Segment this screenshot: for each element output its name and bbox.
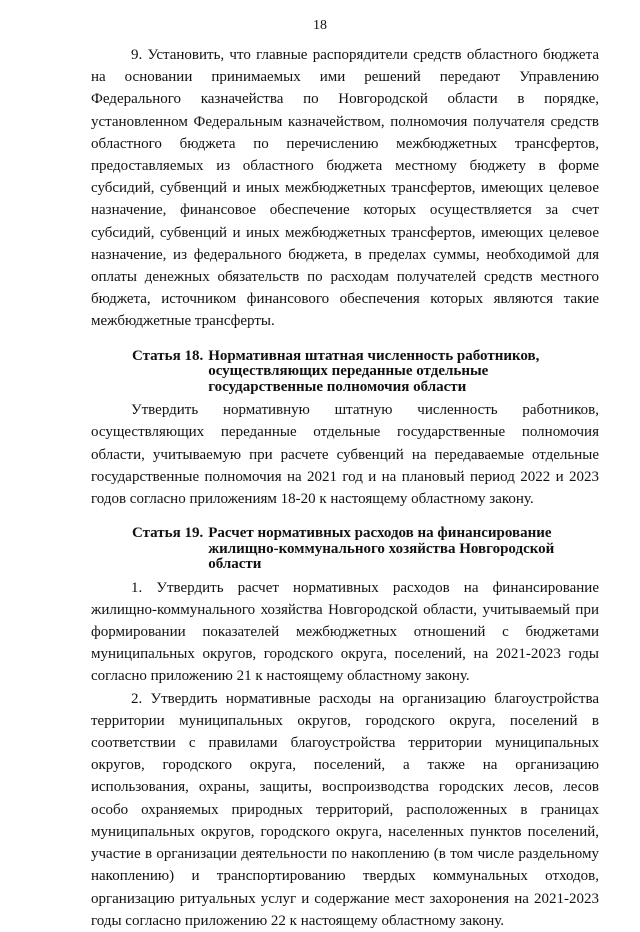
article-18-paragraph: Утвердить нормативную штатную численность работников, осуществляющих переданные отдельные государственные полномочия области, учитываемую при расчете субвенций на передаваемые отдельные государственные полномочия на 2021 год и на плановый период 2022 и 2023 годов согласно приложениям 18-20 к настоящему областному закону. <box>91 402 599 507</box>
document-body <box>91 44 599 932</box>
article-19-paragraph-2: 2. Утвердить нормативные расходы на организацию благоустройства территории муниципальных округов, городского округа, поселений в соответствии с правилами благоустройства территории муниципальных округов, городского округа, поселений, а также на организацию использования, охраны, защиты, воспроизводства городских лесов, лесов особо охраняемых природных территорий, расположенных в границах муниципальных округов, городского округа, населенных пунктов поселений, участие в организации деятельности по накоплению (в том числе раздельному накоплению) и транспортированию твердых коммунальных отходов, организацию ритуальных услуг и содержание мест захоронения на 2021-2023 годы согласно приложению 22 к настоящему областному закону. <box>91 690 599 929</box>
article-18-number: Статья 18. <box>132 347 204 364</box>
article-19-paragraph-1: 1. Утвердить расчет нормативных расходов на финансирование жилищно-коммунального хозяйства Новгородской области, учитываемый при формировании показателей межбюджетных отношений с бюджетами муниципальных округов, городского округа, поселений, на 2021-2023 годы согласно приложению 21 к настоящему областному закону. <box>91 579 599 685</box>
paragraph-9: 9. Установить, что главные распорядители средств областного бюджета на основании принимаемых ими решений передают Управлению Федерального казначейства по Новгородской области в порядке, установленном Федеральным казначейством, полномочия получателя средств областного бюджета по перечислению межбюджетных трансфертов, предоставляемых из областного бюджета местному бюджету в форме субсидий, субвенций и иных межбюджетных трансфертов, имеющих целевое назначение, финансовое обеспечение которых осуществляется за счет субсидий, субвенций и иных межбюджетных трансфертов, имеющих целевое назначение, из федерального бюджета, в пределах суммы, необходимой для оплаты денежных обязательств по расходам получателей средств местного бюджета, источником финансового обеспечения которых являются такие межбюджетные трансферты. <box>91 47 599 330</box>
article-18-heading <box>91 349 599 396</box>
article-19-heading <box>91 526 599 573</box>
article-18-title: Нормативная штатная численность работников, осуществляющих переданные отдельные государственные полномочия области <box>208 347 540 395</box>
page-number: 18 <box>313 18 327 33</box>
article-19-title: Расчет нормативных расходов на финансирование жилищно-коммунального хозяйства Новгородской области <box>208 525 555 573</box>
article-19-number: Статья 19. <box>132 525 204 542</box>
